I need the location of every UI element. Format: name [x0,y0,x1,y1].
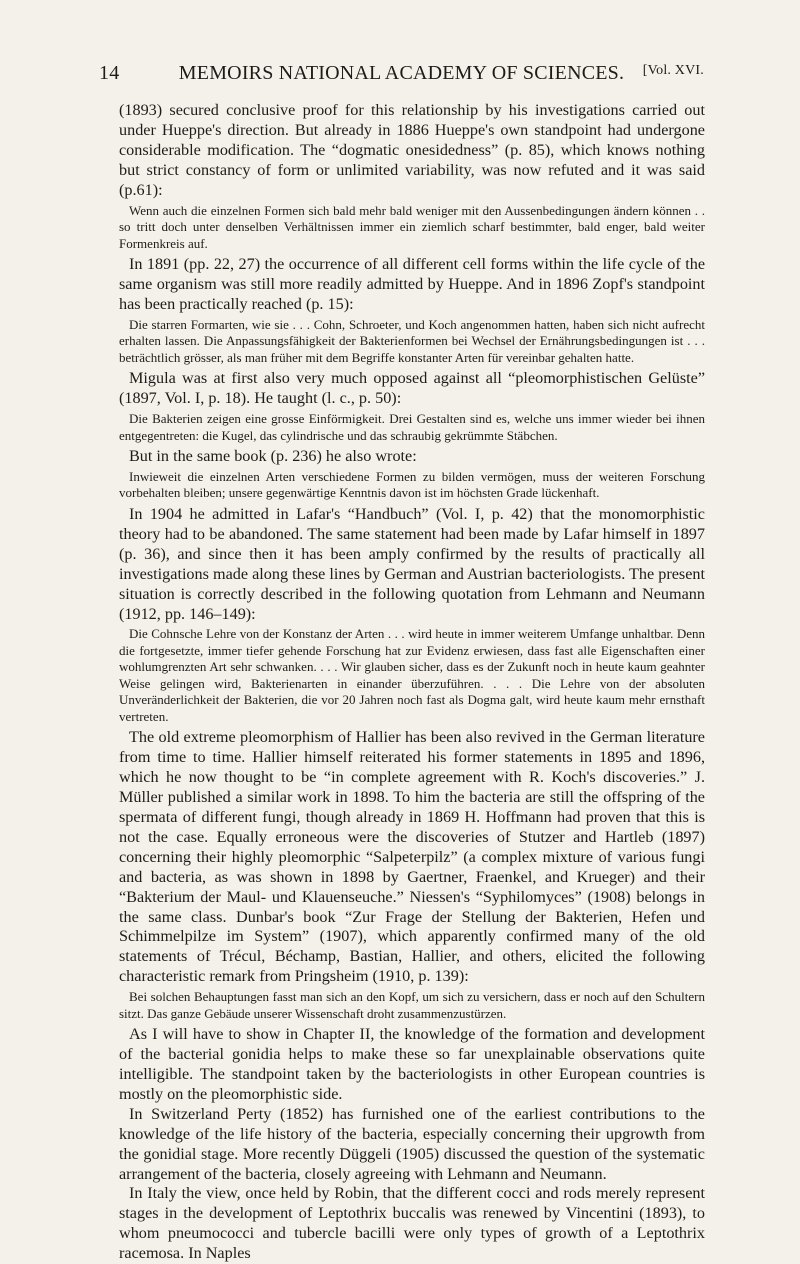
running-title: MEMOIRS NATIONAL ACADEMY OF SCIENCES. [178,62,625,84]
paragraph: But in the same book (p. 236) he also wrote: [129,447,417,466]
page-number: 14 [99,62,120,84]
volume-label: [Vol. XVI. [642,63,704,78]
block-quote: Die Cohnsche Lehre von der Konstanz der Arten . . . wird heute in immer weiterem Umfange unhaltbar. Denn die fortgesetzte, immer tiefer gehende Forschung hat zur Evidenz erwiesen, dass fast alle Eigenschaften einer wohlumgrenzten Art sehr schwanken. . . . Wir glauben sicher, dass es der Zukunft noch in heute kaum geahnter Weise gelingen wird, Bakterienarten in einander überzuführen. . . . Die Lehre von der absoluten Unveränderlichkeit der Bakterien, die vor 20 Jahren noch fast als Dogma galt, wird heute kaum mehr ernsthaft vertreten. [119,626,705,724]
paragraph: In Switzerland Perty (1852) has furnished one of the earliest contributions to the knowledge of the life history of the bacteria, especially concerning their upgrowth from the gonidial stage. More recently Düggeli (1905) discussed the question of the systematic arrangement of the bacteria, closely agreeing with Lehmann and Neumann. [119,1104,705,1183]
page-header [99,62,704,90]
block-quote: Inwieweit die einzelnen Arten verschiedene Formen zu bilden vermögen, muss der weiteren Forschung vorbehalten bleiben; unsere gegenwärtige Kenntnis davon ist im höchsten Grade lückenhaft. [119,468,705,501]
block-quote: Die Bakterien zeigen eine grosse Einförmigkeit. Drei Gestalten sind es, welche uns immer wieder bei ihnen entgegentreten: die Kugel, das cylindrische und das schraubig gekrümmte Stäbchen. [119,411,705,443]
block-quote: Die starren Formarten, wie sie . . . Cohn, Schroeter, und Koch angenommen hatten, haben sich nicht aufrecht erhalten lassen. Die Anpassungsfähigkeit der Bakterienformen bei Wechsel der Ernährungsbedingungen ist . . . beträchtlich grösser, als man früher mit dem Begriffe konstanter Arten für vereinbar gehalten hatte. [119,316,705,365]
paragraph: The old extreme pleomorphism of Hallier has been also revived in the German literature from time to time. Hallier himself reiterated his former statements in 1895 and 1896, which he now thought to be “in complete agreement with R. Koch's discoveries.” J. Müller published a similar work in 1898. To him the bacteria are still the offspring of the spermata of different fungi, though already in 1869 H. Hoffmann had proven that this is not the case. Equally erroneous were the discoveries of Stutzer and Hartleb (1897) concerning their highly pleomorphic “Salpeterpilz” (a complex mixture of various fungi and bacteria, as was shown in 1898 by Gaertner, Fraenkel, and Krueger) and their “Bakterium der Maul- und Klauenseuche.” Niessen's “Syphilomyces” (1908) belongs in the same class. Dunbar's book “Zur Frage der Stellung der Bakterien, Hefen und Schimmelpilze im System” (1907), which apparently confirmed many of the old statements of Trécul, Béchamp, Bastian, Hallier, and others, elicited the following characteristic remark from Pringsheim (1910, p. 139): [119,728,705,986]
page-body [119,101,705,1264]
paragraph: In Italy the view, once held by Robin, that the different cocci and rods merely represent stages in the development of Leptothrix buccalis was renewed by Vincentini (1893), to whom pneumococci and tubercle bacilli were only types of growth of a Leptothrix racemosa. In Naples [119,1184,705,1263]
paragraph: As I will have to show in Chapter II, the knowledge of the formation and development of the bacterial gonidia helps to make these so far unexplainable observations quite intelligible. The standpoint taken by the bacteriologists in other European countries is mostly on the pleomorphistic side. [119,1025,705,1103]
paragraph: Migula was at first also very much opposed against all “pleomorphistischen Gelüste” (1897, Vol. I, p. 18). He taught (l. c., p. 50): [119,369,705,408]
block-quote: Wenn auch die einzelnen Formen sich bald mehr bald weniger mit den Aussenbedingungen ändern können . . so tritt doch unter denselben Verhältnissen immer ein ziemlich scharf bestimmter, bald enger, bald weiter Formenkreis auf. [119,202,705,251]
paragraph: (1893) secured conclusive proof for this relationship by his investigations carried out under Hueppe's direction. But already in 1886 Hueppe's own standpoint had undergone considerable modification. The “dogmatic onesidedness” (p. 85), which knows nothing but strict constancy of form or unlimited variability, was now refuted and it was said (p.61): [119,101,705,199]
paragraph: In 1904 he admitted in Lafar's “Handbuch” (Vol. I, p. 42) that the monomorphistic theory had to be abandoned. The same statement had been made by Lafar himself in 1897 (p. 36), and since then it has been amply confirmed by the results of practically all investigations made along these lines by German and Austrian bacteriologists. The present situation is correctly described in the following quotation from Lehmann and Neumann (1912, pp. 146–149): [119,504,705,623]
block-quote: Bei solchen Behauptungen fasst man sich an den Kopf, um sich zu versichern, dass er noch auf den Schultern sitzt. Das ganze Gebäude unserer Wissenschaft droht zusammenzustürzen. [119,989,705,1021]
paragraph: In 1891 (pp. 22, 27) the occurrence of all different cell forms within the life cycle of the same organism was still more readily admitted by Hueppe. And in 1896 Zopf's standpoint has been practically reached (p. 15): [119,255,705,313]
